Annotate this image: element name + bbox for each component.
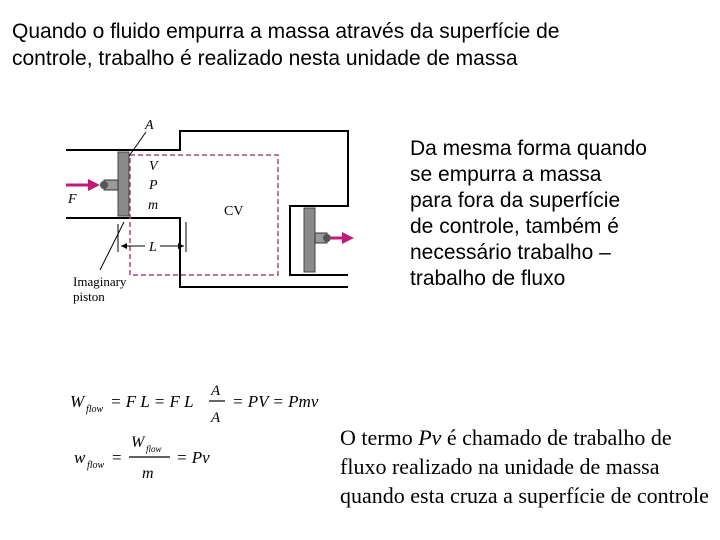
label-A: A bbox=[145, 118, 154, 133]
right-piston bbox=[304, 208, 315, 272]
imaginary-piston-label-2: piston bbox=[73, 289, 105, 304]
left-piston-knob bbox=[100, 181, 108, 189]
explanation-term: Pv bbox=[418, 425, 442, 450]
eq2-part2: = Pv bbox=[176, 448, 210, 467]
imaginary-piston-label-1: Imaginary bbox=[73, 274, 127, 289]
label-F: F bbox=[68, 192, 77, 207]
force-arrow-left-head bbox=[88, 179, 100, 191]
right-text-line: necessário trabalho – bbox=[410, 241, 611, 264]
area-pointer-line bbox=[129, 132, 146, 156]
label-L: L bbox=[149, 240, 157, 255]
eq2-lhs: w bbox=[74, 448, 86, 467]
right-piston-knob bbox=[323, 234, 331, 242]
eq1-frac-den: A bbox=[211, 410, 221, 426]
eq2-frac-den: m bbox=[142, 465, 154, 482]
eq1-lhs: W bbox=[70, 392, 85, 411]
eq2-equals: = bbox=[112, 448, 122, 467]
equation-1 bbox=[70, 383, 319, 426]
left-imaginary-piston bbox=[118, 152, 129, 216]
label-V: V bbox=[149, 159, 158, 174]
right-text-line: para fora da superfície bbox=[410, 189, 621, 212]
eq2-lhs-sub: flow bbox=[87, 460, 105, 471]
explanation-prefix: O termo bbox=[340, 425, 419, 450]
label-P: P bbox=[149, 178, 158, 193]
imaginary-piston-pointer bbox=[100, 222, 124, 270]
eq1-part1: = F L = F L bbox=[110, 392, 194, 411]
eq1-part2: = PV = Pmv bbox=[232, 392, 319, 411]
explanation-suffix: é chamado de trabalho de fluxo realizado na unidade de massa quando esta cruza a superfície de controle bbox=[340, 425, 709, 508]
heading-line-1: Quando o fluido empurra a massa através da superfície de bbox=[12, 20, 560, 43]
equation-2 bbox=[74, 434, 210, 482]
eq2-frac-num-sub: flow bbox=[146, 444, 162, 454]
right-text-line: de controle, também é bbox=[410, 215, 619, 238]
dim-arrow-left bbox=[121, 243, 127, 249]
force-arrow-right-head bbox=[342, 232, 354, 244]
flow-work-explanation bbox=[340, 423, 715, 510]
right-text-block bbox=[410, 136, 700, 292]
heading-line-2: controle, trabalho é realizado nesta unidade de massa bbox=[12, 47, 518, 70]
right-text-line: trabalho de fluxo bbox=[410, 267, 566, 290]
right-text-line: Da mesma forma quando bbox=[410, 137, 647, 160]
eq2-frac-num: W bbox=[131, 434, 145, 451]
label-CV: CV bbox=[224, 204, 244, 219]
eq1-frac-num: A bbox=[211, 383, 221, 399]
eq1-lhs-sub: flow bbox=[86, 404, 104, 415]
label-m: m bbox=[148, 198, 159, 213]
right-text-line: se empurra a massa bbox=[410, 163, 602, 186]
